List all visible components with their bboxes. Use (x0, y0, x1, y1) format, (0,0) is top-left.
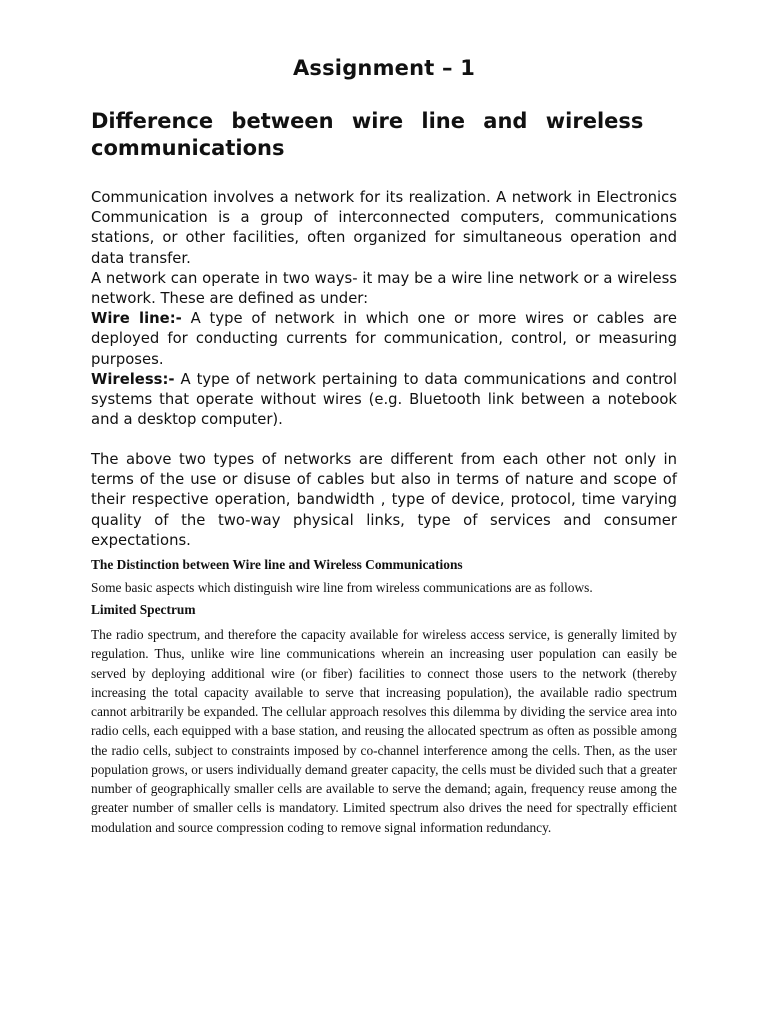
main-heading-line-1: Difference between wire line and wireless (91, 109, 644, 133)
network-ways-paragraph: A network can operate in two ways- it may be a wire line network or a wireless network. These are defined as under: (91, 269, 677, 308)
intro-section (91, 188, 677, 430)
wireless-label: Wireless:- (91, 370, 175, 388)
main-heading (91, 108, 677, 162)
page-title: Assignment – 1 (292, 56, 476, 80)
intro-paragraph: Communication involves a network for its realization. A network in Electronics Communication is a group of interconnected computers, communications stations, or other facilities, often organized for simultaneous operation and data transfer. (91, 189, 677, 267)
wireless-text: A type of network pertaining to data communications and control systems that operate without wires (e.g. Bluetooth link between a notebook and a desktop computer). (91, 370, 677, 429)
subsection-paragraph: The radio spectrum, and therefore the capacity available for wireless access service, is generally limited by regulation. Thus, unlike wire line communications wherein an increasing user population can easily be served by deploying additional wire (or fiber) facilities to connect those users to the network (thereby increasing the total capacity available to serve that increasing population), the available radio spectrum cannot arbitrarily be expanded. The cellular approach resolves this dilemma by dividing the service area into radio cells, each equipped with a base station, and reusing the allocated spectrum as often as possible among the radio cells, subject to constraints imposed by co-channel interference among the cells. Then, as the user population grows, or users individually demand greater capacity, the cells must be divided such that a greater number of geographically smaller cells are available to serve the demand; again, frequency reuse among the greater number of smaller cells is mandatory. Limited spectrum also drives the need for spectrally efficient modulation and source compression coding to remove signal information redundancy. (91, 627, 677, 835)
wireless-definition (91, 370, 677, 431)
subsection-heading: Limited Spectrum (91, 602, 196, 617)
wire-line-text: A type of network in which one or more wires or cables are deployed for conducting currents for communication, control, or measuring purposes. (91, 310, 678, 368)
section-heading: The Distinction between Wire line and Wireless Communications (91, 557, 463, 572)
main-heading-line-2: communications (91, 136, 285, 160)
section-intro: Some basic aspects which distinguish wire line from wireless communications are as follows. (91, 580, 593, 595)
comparison-section (91, 450, 677, 551)
wire-line-label: Wire line:- (91, 310, 182, 328)
comparison-paragraph: The above two types of networks are different from each other not only in terms of the use or disuse of cables but also in terms of nature and scope of their respective operation, bandwidth , type of device, protocol, time varying quality of the two-way physical links, type of services and consumer expectations. (91, 451, 677, 549)
wire-line-definition (91, 309, 677, 370)
